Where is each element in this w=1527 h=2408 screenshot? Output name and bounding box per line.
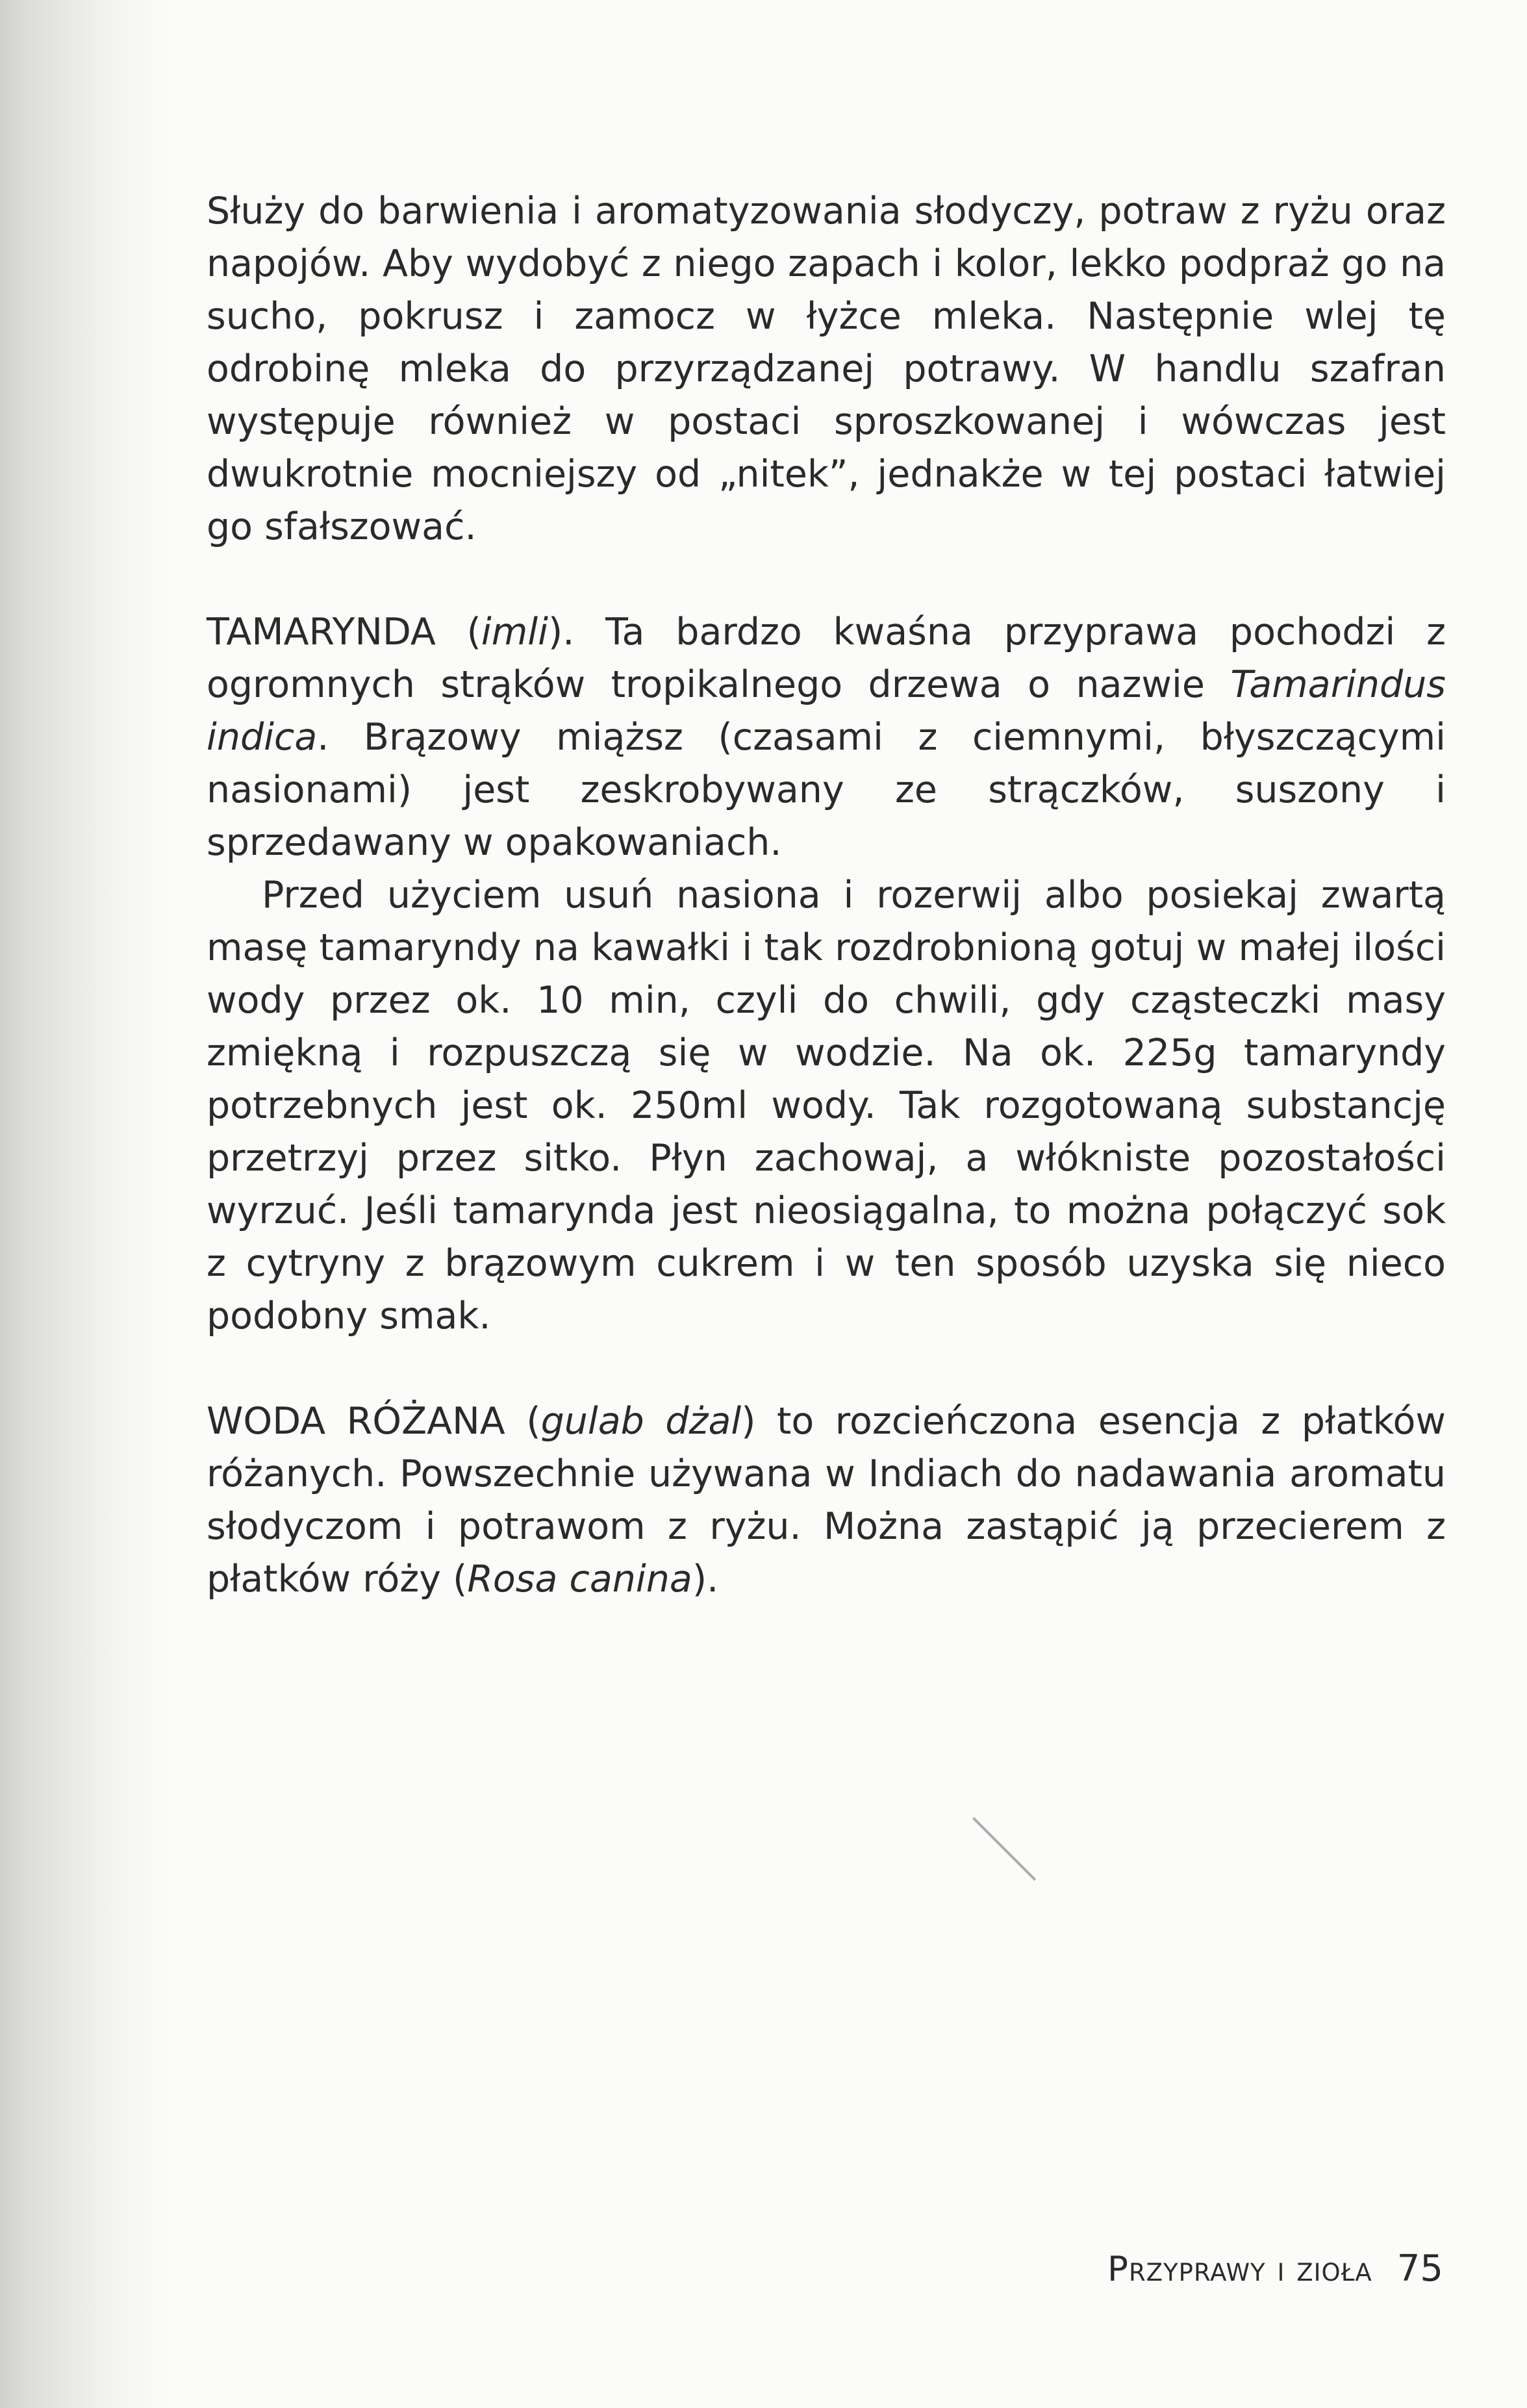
paragraph-tamarind-entry [207,606,1446,869]
text-segment: ). [692,1558,719,1601]
text-segment: . Brązowy miąższ (czasami z ciemnymi, błyszczącymi nasionami) jest zeskrobywany ze strączków, suszony i sprzedawany w opakowaniach. [207,716,1446,864]
running-title: Przyprawy i zioła [1107,2250,1372,2289]
stray-pen-mark [972,1817,1036,1881]
paragraph-saffron-usage [207,185,1446,553]
entry-heading-tamarind: TAMARYNDA [207,611,436,653]
text-segment: ) to rozcieńczona esencja z płatków różanych. Powszechnie używana w Indiach do nadawania aromatu słodyczom i potrawom z ryżu. Można zastąpić ją przecierem z płatków róży ( [207,1400,1446,1601]
text-segment: ( [435,611,481,653]
page-number: 75 [1396,2248,1443,2290]
paragraph-text: Służy do barwienia i aromatyzowania słodyczy, potraw z ryżu oraz napojów. Aby wydobyć z niego zapach i kolor, lekko podpraż go na sucho, pokrusz i zamocz w łyżce mleka. Następnie wlej tę odrobinę mleka do przyrządzanej potrawy. W handlu szafran występuje również w postaci sproszkowanej i wówczas jest dwukrotnie mocniejszy od „nitek”, jednakże w tej postaci łatwiej go sfałszować. [207,190,1446,548]
text-segment: ). Ta bardzo kwaśna przyprawa pochodzi z ogromnych strąków tropikalnego drzewa o nazwie [207,611,1446,706]
latin-name: Tamarindus indica [207,663,1446,759]
entry-heading-rose-water: WODA RÓŻANA [207,1400,505,1443]
italic-term: gulab dżal [540,1400,742,1443]
paragraph-rose-water-entry [207,1395,1446,1606]
text-segment: ( [505,1400,541,1443]
paragraph-text: Przed użyciem usuń nasiona i rozerwij albo posiekaj zwartą masę tamaryndy na kawałki i tak rozdrobnioną gotuj w małej ilości wody przez ok. 10 min, czyli do chwili, gdy cząsteczki masy zmiękną i rozpuszczą się w wodzie. Na ok. 225g tamaryndy potrzebnych jest ok. 250ml wody. Tak rozgotowaną substancję przetrzyj przez sitko. Płyn zachowaj, a włókniste pozostałości wyrzuć. Jeśli tamarynda jest nieosiągalna, to można połączyć sok z cytryny z brązowym cukrem i w ten sposób uzyska się nieco podobny smak. [207,874,1446,1337]
page-footer [974,2246,1443,2292]
italic-term: imli [481,611,548,653]
latin-name: Rosa canina [467,1558,692,1601]
page-body-text [207,185,1446,1606]
scan-binding-shadow [0,0,169,2408]
paragraph-tamarind-preparation [207,869,1446,1343]
